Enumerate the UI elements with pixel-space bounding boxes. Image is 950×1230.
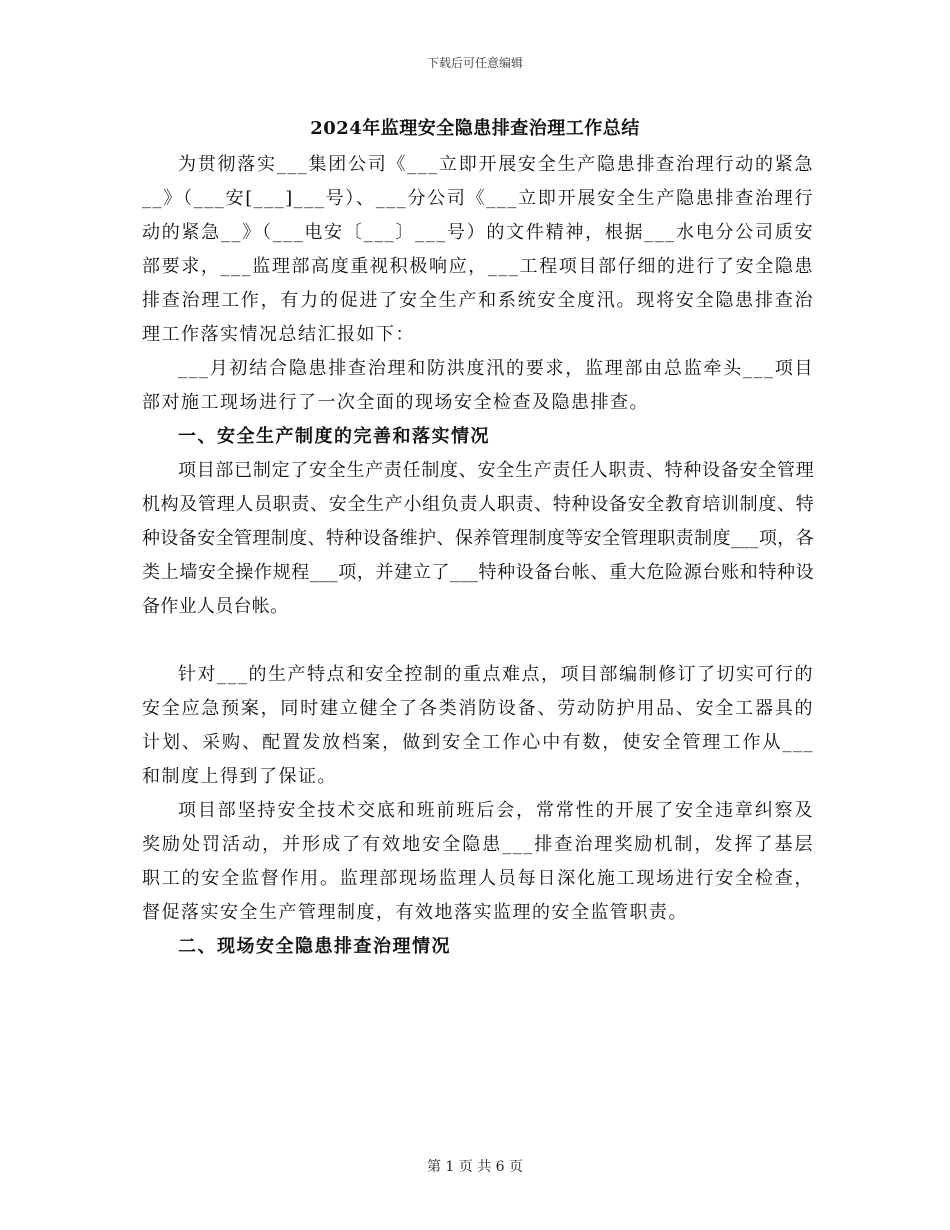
- paragraph-emergency-plan: 针对___的生产特点和安全控制的重点难点，项目部编制修订了切实可行的安全应急预案，同时建立健全了各类消防设备、劳动防护用品、安全工器具的计划、采购、配置发放档案，做到安全工作心中有数，使安全管理工作从___和制度上得到了保证。: [142, 664, 814, 787]
- paragraph-inspection: ___月初结合隐患排查治理和防洪度汛的要求，监理部由总监牵头___项目部对施工现场进行了一次全面的现场安全检查及隐患排查。: [142, 358, 814, 413]
- document-title: 2024年监理安全隐患排查治理工作总结: [310, 118, 640, 139]
- paragraph-safety-system: 项目部已制定了安全生产责任制度、安全生产责任人职责、特种设备安全管理机构及管理人员职责、安全生产小组负责人职责、特种设备安全教育培训制度、特种设备安全管理制度、特种设备维护、保养管理制度等安全管理职责制度___项，各类上墙安全操作规程___项，并建立了___特种设备台帐、重大危险源台账和特种设备作业人员台帐。: [142, 460, 814, 617]
- section-heading-1: 一、安全生产制度的完善和落实情况: [178, 426, 490, 447]
- paragraph-technical-briefing: 项目部坚持安全技术交底和班前班后会，常常性的开展了安全违章纠察及奖励处罚活动，并形成了有效地安全隐患___排查治理奖励机制，发挥了基层职工的安全监督作用。监理部现场监理人员每日深化施工现场进行安全检查，督促落实安全生产管理制度，有效地落实监理的安全监管职责。: [142, 800, 814, 923]
- section-heading-2: 二、现场安全隐患排查治理情况: [178, 936, 451, 957]
- header-note: 下载后可任意编辑: [426, 56, 523, 70]
- page-footer: 第 1 页 共 6 页: [426, 1159, 524, 1175]
- paragraph-spacer: [142, 624, 814, 658]
- document-body: [142, 148, 814, 964]
- paragraph-intro: 为贯彻落实___集团公司《___立即开展安全生产隐患排查治理行动的紧急__》（___安[___]___号）、___分公司《___立即开展安全生产隐患排查治理行动的紧急__》（___电安〔___〕___号）的文件精神，根据___水电分公司质安部要求，___监理部高度重视积极响应，___工程项目部仔细的进行了安全隐患排查治理工作，有力的促进了安全生产和系统安全度汛。现将安全隐患排查治理工作落实情况总结汇报如下：: [142, 154, 814, 345]
